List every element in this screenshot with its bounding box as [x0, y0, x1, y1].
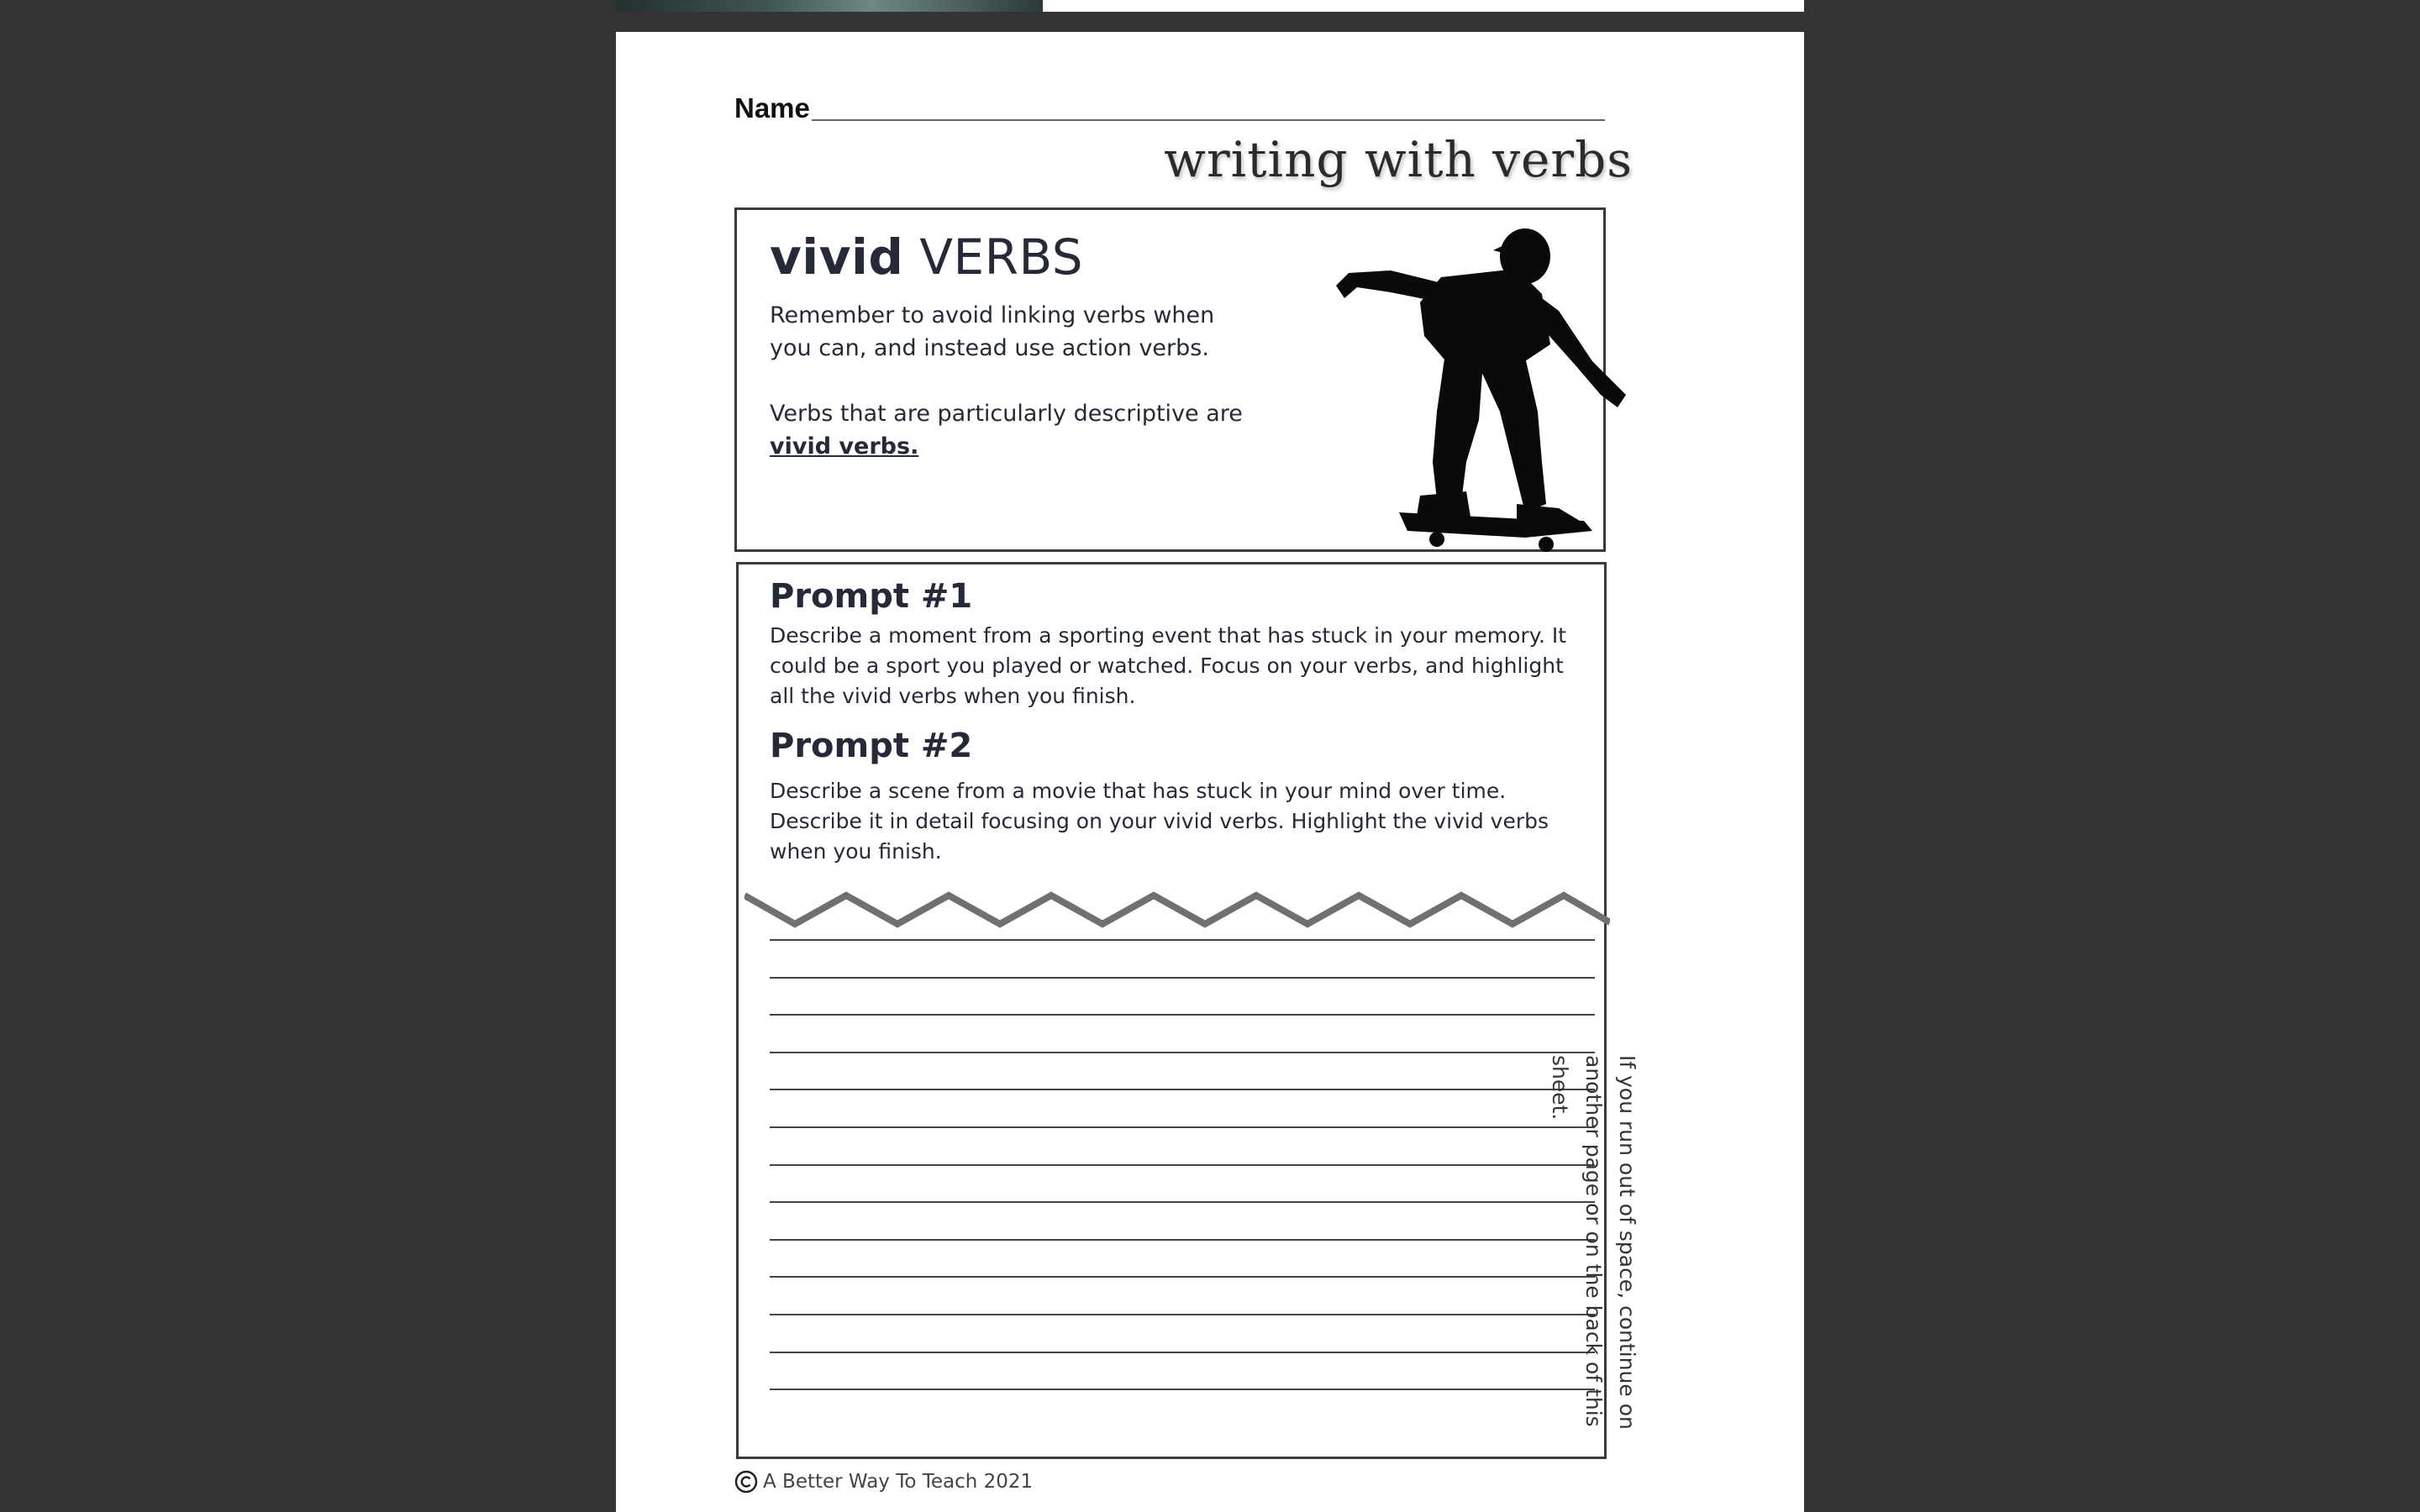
info-heading-verbs: VERBS — [903, 228, 1084, 286]
writing-line — [770, 1201, 1595, 1203]
writing-line — [770, 977, 1595, 979]
writing-line — [770, 1014, 1595, 1016]
prompt-1-heading: Prompt #1 — [770, 577, 973, 616]
vivid-verbs-emphasis: vivid verbs. — [770, 433, 919, 459]
info-heading-vivid: vivid — [770, 228, 904, 286]
writing-line — [770, 1276, 1595, 1278]
footer — [734, 1470, 1033, 1494]
copyright-icon — [734, 1470, 758, 1494]
writing-line — [770, 1126, 1595, 1128]
writing-line — [770, 1389, 1595, 1390]
writing-line — [770, 1314, 1595, 1315]
writing-line — [770, 1239, 1595, 1241]
side-note: If you run out of space, continue on another page or on the back of this sheet. — [1548, 1055, 1639, 1430]
writing-line — [770, 1089, 1595, 1090]
zigzag-divider — [744, 889, 1610, 931]
info-paragraph-2 — [770, 397, 1257, 463]
writing-line — [770, 1164, 1595, 1166]
worksheet-page — [616, 32, 1804, 1512]
info-paragraph-2-lead: Verbs that are particularly descriptive are — [770, 401, 1243, 427]
page-title: writing with verbs — [1164, 131, 1633, 188]
writing-line — [770, 1052, 1595, 1053]
prompt-1-text: Describe a moment from a sporting event that has stuck in your memory. It could be a sport you played or watched. Focus on your verbs, and highlight all the vivid verbs when you finish. — [770, 623, 1567, 708]
writing-line — [770, 939, 1595, 941]
footer-text: A Better Way To Teach 2021 — [763, 1471, 1034, 1493]
info-paragraph-1: Remember to avoid linking verbs when you can, and instead use action verbs. — [770, 302, 1215, 361]
skateboarder-silhouette-icon — [1273, 218, 1634, 613]
writing-line — [770, 1352, 1595, 1353]
name-label: Name — [734, 92, 810, 123]
previous-page-image — [616, 0, 1043, 12]
info-heading — [770, 229, 1083, 286]
prompt-2-text: Describe a scene from a movie that has stuck in your mind over time. Describe it in detail focusing on your vivid verbs. Highlight the vivid verbs when you finish. — [770, 779, 1549, 864]
previous-page-edge — [616, 0, 1804, 12]
prompt-2-heading: Prompt #2 — [770, 727, 973, 765]
name-line — [812, 119, 1605, 121]
